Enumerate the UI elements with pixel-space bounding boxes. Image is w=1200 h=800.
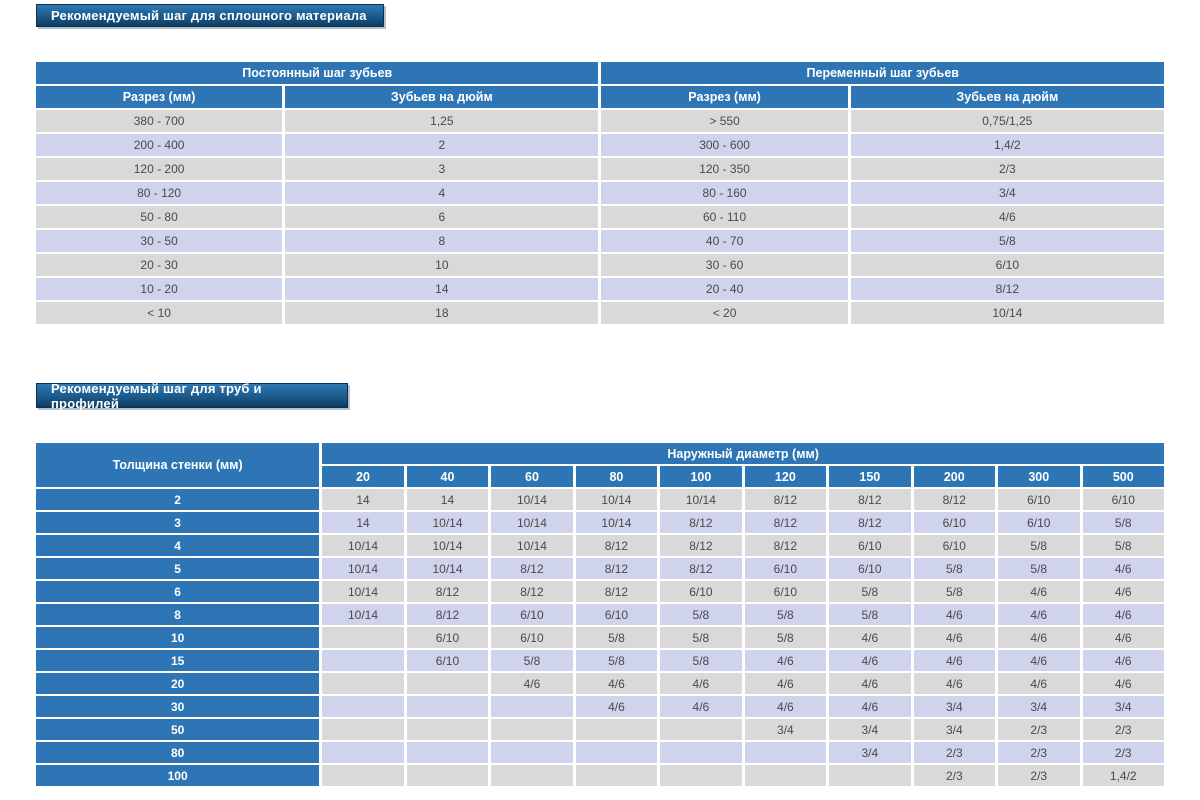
- table-cell: 8/12: [407, 581, 488, 602]
- table-cell: 1,4/2: [1083, 765, 1165, 786]
- col-header-tpi: Зубьев на дюйм: [285, 86, 598, 108]
- table-cell: 10/14: [322, 535, 403, 556]
- table-cell: 4/6: [576, 696, 657, 717]
- table-cell: 14: [322, 489, 403, 510]
- table-cell: 4/6: [1083, 627, 1165, 648]
- table-cell: < 20: [601, 302, 847, 324]
- group-header-row: [36, 62, 1164, 84]
- table-cell: 14: [322, 512, 403, 533]
- table-cell: 4/6: [745, 673, 826, 694]
- wall-thickness-label: 6: [36, 581, 319, 602]
- table-row: [36, 558, 1164, 579]
- table-cell: 8/12: [660, 558, 741, 579]
- diameter-col-header: 60: [491, 466, 572, 487]
- wall-thickness-label: 8: [36, 604, 319, 625]
- table-cell: 6/10: [660, 581, 741, 602]
- table-cell: 6/10: [914, 535, 995, 556]
- table-cell: 5/8: [998, 535, 1079, 556]
- table-cell: < 10: [36, 302, 282, 324]
- table-cell: [491, 696, 572, 717]
- table-cell: [745, 742, 826, 763]
- table-cell: 4/6: [829, 650, 910, 671]
- table-row: [36, 230, 1164, 252]
- table-cell: [322, 673, 403, 694]
- table-cell: 14: [285, 278, 598, 300]
- table-cell: 8/12: [576, 535, 657, 556]
- group-header-variable-pitch: Переменный шаг зубьев: [601, 62, 1164, 84]
- table-cell: 10/14: [407, 558, 488, 579]
- table-cell: 6/10: [491, 604, 572, 625]
- table-cell: 6/10: [407, 627, 488, 648]
- table-row: [36, 278, 1164, 300]
- table-row: [36, 765, 1164, 786]
- table-cell: 4/6: [745, 696, 826, 717]
- table-cell: 6/10: [745, 558, 826, 579]
- table-cell: 10/14: [407, 535, 488, 556]
- table-cell: 4/6: [1083, 558, 1165, 579]
- section-title-text: Рекомендуемый шаг для труб и профилей: [51, 380, 262, 411]
- table-cell: 2: [285, 134, 598, 156]
- table-cell: 10 - 20: [36, 278, 282, 300]
- table-cell: 5/8: [1083, 512, 1165, 533]
- table-cell: 4/6: [851, 206, 1164, 228]
- table-cell: [745, 765, 826, 786]
- solid-table-header: [36, 62, 1164, 108]
- table-cell: 4/6: [660, 696, 741, 717]
- table-cell: 50 - 80: [36, 206, 282, 228]
- pipe-table-body: [36, 489, 1164, 786]
- wall-thickness-label: 20: [36, 673, 319, 694]
- table-cell: 10/14: [322, 604, 403, 625]
- table-cell: 6: [285, 206, 598, 228]
- col-header-cut: Разрез (мм): [601, 86, 847, 108]
- table-cell: 4/6: [829, 696, 910, 717]
- table-cell: 30 - 50: [36, 230, 282, 252]
- table-cell: 6/10: [998, 489, 1079, 510]
- diameter-col-header: 120: [745, 466, 826, 487]
- table-cell: 60 - 110: [601, 206, 847, 228]
- table-cell: 4/6: [998, 650, 1079, 671]
- table-cell: 6/10: [914, 512, 995, 533]
- col-header-tpi: Зубьев на дюйм: [851, 86, 1164, 108]
- table-row: [36, 696, 1164, 717]
- table-row: [36, 535, 1164, 556]
- table-row: [36, 719, 1164, 740]
- table-cell: [322, 742, 403, 763]
- table-cell: [491, 719, 572, 740]
- table-cell: [322, 696, 403, 717]
- table-cell: 4/6: [1083, 673, 1165, 694]
- table-cell: 8/12: [491, 581, 572, 602]
- table-cell: [322, 627, 403, 648]
- table-cell: 40 - 70: [601, 230, 847, 252]
- table-cell: 2/3: [998, 765, 1079, 786]
- table-cell: 20 - 30: [36, 254, 282, 276]
- table-cell: 6/10: [829, 558, 910, 579]
- table-cell: 5/8: [576, 650, 657, 671]
- table-cell: [322, 650, 403, 671]
- diameter-col-header: 150: [829, 466, 910, 487]
- table-cell: > 550: [601, 110, 847, 132]
- table-cell: 4/6: [491, 673, 572, 694]
- pipe-table-header: [36, 443, 1164, 487]
- table-cell: [407, 673, 488, 694]
- table-cell: 2/3: [998, 742, 1079, 763]
- table-cell: 6/10: [851, 254, 1164, 276]
- table-cell: 3/4: [1083, 696, 1165, 717]
- table-cell: [660, 765, 741, 786]
- table-cell: [491, 765, 572, 786]
- table-row: [36, 673, 1164, 694]
- table-cell: 5/8: [1083, 535, 1165, 556]
- table-row: [36, 182, 1164, 204]
- table-row: [36, 134, 1164, 156]
- table-cell: 10/14: [407, 512, 488, 533]
- table-cell: 3: [285, 158, 598, 180]
- table-cell: 10/14: [491, 535, 572, 556]
- table-cell: 5/8: [576, 627, 657, 648]
- table-cell: 3/4: [829, 719, 910, 740]
- table-cell: 4/6: [914, 604, 995, 625]
- table-cell: 5/8: [745, 627, 826, 648]
- table-cell: 8/12: [829, 489, 910, 510]
- diameter-col-header: 80: [576, 466, 657, 487]
- section-title-text: Рекомендуемый шаг для сплошного материала: [51, 8, 367, 23]
- table-cell: 8/12: [660, 535, 741, 556]
- table-cell: 5/8: [829, 581, 910, 602]
- table-cell: 10: [285, 254, 598, 276]
- solid-table-body: [36, 110, 1164, 324]
- table-cell: 5/8: [660, 604, 741, 625]
- table-cell: 8/12: [851, 278, 1164, 300]
- table-cell: 8/12: [745, 489, 826, 510]
- outer-diameter-span-header: Наружный диаметр (мм): [322, 443, 1164, 464]
- table-cell: 380 - 700: [36, 110, 282, 132]
- diameter-col-header: 20: [322, 466, 403, 487]
- col-header-cut: Разрез (мм): [36, 86, 282, 108]
- table-cell: 10/14: [322, 581, 403, 602]
- table-cell: 2/3: [851, 158, 1164, 180]
- table-cell: 18: [285, 302, 598, 324]
- table-cell: 5/8: [914, 558, 995, 579]
- table-row: [36, 604, 1164, 625]
- table-cell: 0,75/1,25: [851, 110, 1164, 132]
- table-row: [36, 489, 1164, 510]
- table-row: [36, 627, 1164, 648]
- table-cell: 8: [285, 230, 598, 252]
- table-cell: 20 - 40: [601, 278, 847, 300]
- table-cell: [407, 742, 488, 763]
- table-cell: 4/6: [1083, 604, 1165, 625]
- table-cell: 4/6: [914, 673, 995, 694]
- table-cell: 10/14: [322, 558, 403, 579]
- table-cell: 5/8: [660, 650, 741, 671]
- table-cell: 6/10: [829, 535, 910, 556]
- table-cell: 3/4: [829, 742, 910, 763]
- table-cell: 8/12: [576, 558, 657, 579]
- table-cell: 8/12: [660, 512, 741, 533]
- table-row: [36, 302, 1164, 324]
- table-cell: 4/6: [998, 604, 1079, 625]
- table-cell: 8/12: [576, 581, 657, 602]
- table-cell: 80 - 160: [601, 182, 847, 204]
- wall-thickness-label: 2: [36, 489, 319, 510]
- diameter-col-header: 200: [914, 466, 995, 487]
- table-cell: 5/8: [851, 230, 1164, 252]
- column-header-row: [36, 86, 1164, 108]
- table-cell: 5/8: [998, 558, 1079, 579]
- table-row: [36, 206, 1164, 228]
- table-cell: 5/8: [914, 581, 995, 602]
- table-row: [36, 512, 1164, 533]
- table-cell: 10/14: [576, 489, 657, 510]
- table-cell: 10/14: [491, 512, 572, 533]
- table-cell: 6/10: [745, 581, 826, 602]
- table-cell: 8/12: [745, 512, 826, 533]
- wall-thickness-label: 30: [36, 696, 319, 717]
- wall-thickness-label: 4: [36, 535, 319, 556]
- table-cell: 14: [407, 489, 488, 510]
- table-cell: [576, 719, 657, 740]
- table-cell: 120 - 350: [601, 158, 847, 180]
- table-cell: 6/10: [998, 512, 1079, 533]
- table-cell: [407, 719, 488, 740]
- table-cell: 8/12: [491, 558, 572, 579]
- span-header-row: [36, 443, 1164, 464]
- table-cell: 3/4: [914, 696, 995, 717]
- table-row: [36, 158, 1164, 180]
- table-cell: 5/8: [829, 604, 910, 625]
- table-cell: 4/6: [1083, 650, 1165, 671]
- table-cell: 4/6: [1083, 581, 1165, 602]
- table-cell: [829, 765, 910, 786]
- wall-thickness-label: 5: [36, 558, 319, 579]
- wall-thickness-label: 50: [36, 719, 319, 740]
- section-title-solid-material: [36, 4, 384, 27]
- table-cell: 1,25: [285, 110, 598, 132]
- table-cell: 4/6: [660, 673, 741, 694]
- table-cell: 4/6: [998, 627, 1079, 648]
- wall-thickness-label: 80: [36, 742, 319, 763]
- table-cell: [491, 742, 572, 763]
- table-cell: 4/6: [914, 627, 995, 648]
- table-cell: 3/4: [745, 719, 826, 740]
- table-cell: 8/12: [829, 512, 910, 533]
- table-cell: 2/3: [1083, 719, 1165, 740]
- table-cell: 4/6: [998, 673, 1079, 694]
- diameter-col-header: 500: [1083, 466, 1165, 487]
- diameter-col-header: 300: [998, 466, 1079, 487]
- table-cell: [576, 742, 657, 763]
- wall-thickness-label: 10: [36, 627, 319, 648]
- section-title-pipes-profiles: [36, 380, 348, 411]
- table-cell: 30 - 60: [601, 254, 847, 276]
- table-cell: 4/6: [914, 650, 995, 671]
- table-cell: 10/14: [491, 489, 572, 510]
- table-cell: [322, 719, 403, 740]
- table-cell: 2/3: [914, 742, 995, 763]
- table-cell: 120 - 200: [36, 158, 282, 180]
- table-cell: [407, 765, 488, 786]
- group-header-constant-pitch: Постоянный шаг зубьев: [36, 62, 598, 84]
- table-cell: 80 - 120: [36, 182, 282, 204]
- table-cell: 4/6: [576, 673, 657, 694]
- table-cell: 2/3: [914, 765, 995, 786]
- table-cell: 8/12: [914, 489, 995, 510]
- diameter-col-header: 100: [660, 466, 741, 487]
- table-cell: 3/4: [851, 182, 1164, 204]
- table-cell: 4: [285, 182, 598, 204]
- pipes-profiles-table: [33, 441, 1167, 788]
- wall-thickness-header: Толщина стенки (мм): [36, 443, 319, 487]
- table-cell: 6/10: [1083, 489, 1165, 510]
- table-cell: 2/3: [998, 719, 1079, 740]
- table-cell: 1,4/2: [851, 134, 1164, 156]
- table-cell: 4/6: [829, 627, 910, 648]
- table-row: [36, 650, 1164, 671]
- table-cell: 3/4: [914, 719, 995, 740]
- table-cell: [660, 719, 741, 740]
- table-row: [36, 110, 1164, 132]
- table-cell: 300 - 600: [601, 134, 847, 156]
- table-cell: 8/12: [407, 604, 488, 625]
- table-row: [36, 581, 1164, 602]
- table-cell: [407, 696, 488, 717]
- wall-thickness-label: 3: [36, 512, 319, 533]
- table-cell: 4/6: [745, 650, 826, 671]
- table-cell: 10/14: [851, 302, 1164, 324]
- wall-thickness-label: 15: [36, 650, 319, 671]
- table-cell: [576, 765, 657, 786]
- table-row: [36, 254, 1164, 276]
- table-row: [36, 742, 1164, 763]
- table-cell: 6/10: [407, 650, 488, 671]
- table-cell: [660, 742, 741, 763]
- solid-material-table: [33, 60, 1167, 326]
- table-cell: 3/4: [998, 696, 1079, 717]
- table-cell: 6/10: [491, 627, 572, 648]
- table-cell: 4/6: [829, 673, 910, 694]
- table-cell: 200 - 400: [36, 134, 282, 156]
- table-cell: 8/12: [745, 535, 826, 556]
- table-cell: 6/10: [576, 604, 657, 625]
- table-cell: 10/14: [660, 489, 741, 510]
- table-cell: 5/8: [491, 650, 572, 671]
- diameter-col-header: 40: [407, 466, 488, 487]
- table-cell: 2/3: [1083, 742, 1165, 763]
- table-cell: [322, 765, 403, 786]
- wall-thickness-label: 100: [36, 765, 319, 786]
- table-cell: 4/6: [998, 581, 1079, 602]
- table-cell: 5/8: [745, 604, 826, 625]
- table-cell: 5/8: [660, 627, 741, 648]
- table-cell: 10/14: [576, 512, 657, 533]
